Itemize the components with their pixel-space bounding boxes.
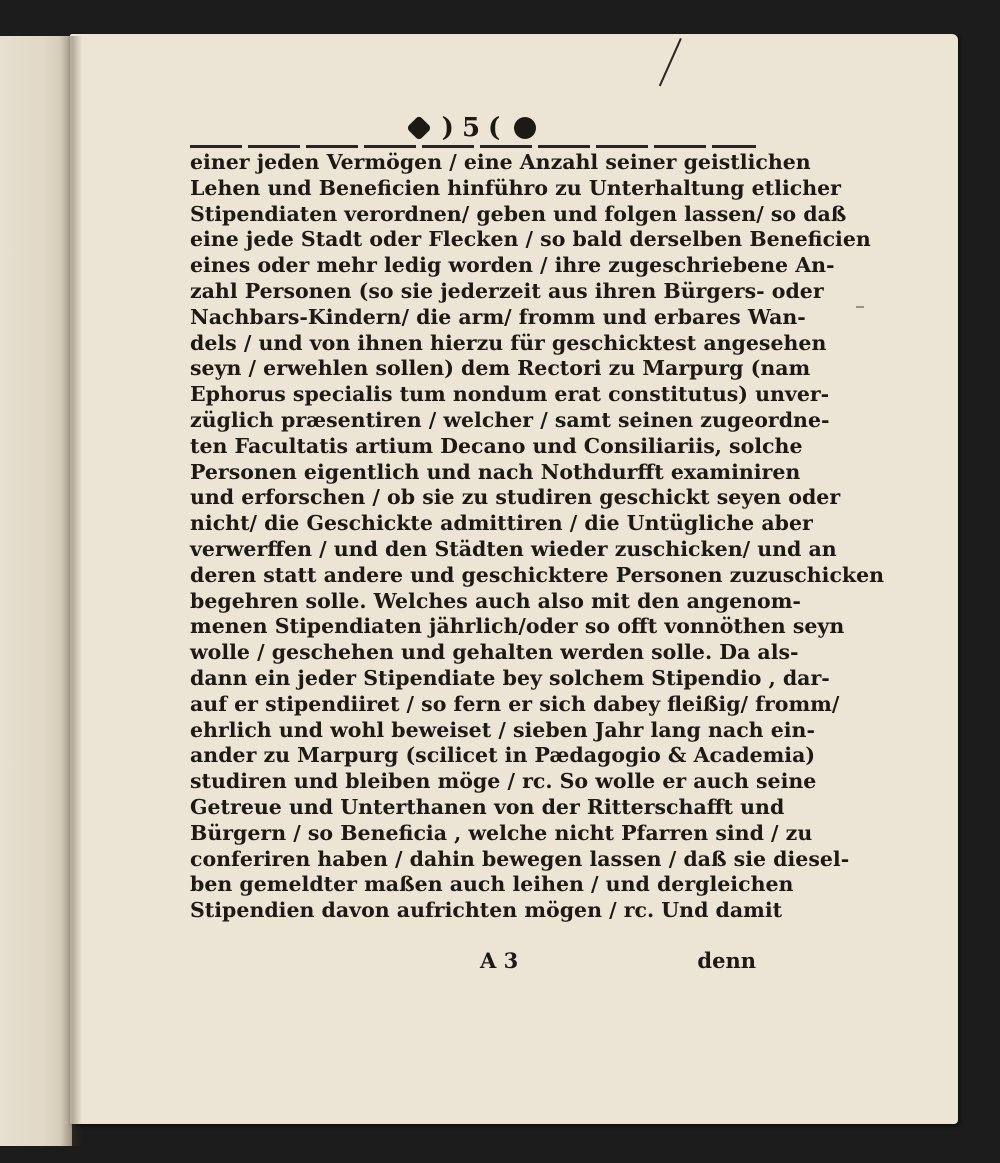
catchword: denn: [697, 948, 756, 973]
text-line: einer jeden Vermögen / eine Anzahl seiner geistlichen: [190, 150, 811, 174]
signature-mark: A 3: [480, 948, 519, 973]
text-line: Stipendiaten verordnen/ geben und folgen lassen/ so daß: [190, 201, 847, 226]
body-text: [190, 150, 885, 924]
text-line: Personen eigentlich und nach Nothdurfft examiniren: [190, 459, 801, 484]
text-line: nicht/ die Geschickte admittiren / die Untügliche aber: [190, 511, 813, 536]
text-line: Stipendien davon aufrichten mögen / rc. Und damit: [190, 898, 783, 923]
text-line: Getreue und Unterthanen von der Ritterschafft und: [190, 794, 785, 819]
text-line: conferiren haben / dahin bewegen lassen / daß sie diesel-: [190, 846, 850, 871]
header-rule: [190, 145, 756, 148]
text-line: ten Facultatis artium Decano und Consiliariis, solche: [190, 433, 803, 458]
text-line: Nachbars-Kindern/ die arm/ fromm und erbares Wan-: [190, 304, 806, 329]
text-line: menen Stipendiaten jährlich/oder so offt vonnöthen seyn: [190, 614, 845, 639]
header-right-paren: (: [488, 113, 501, 143]
page-number: 5: [461, 113, 481, 143]
page-header: [190, 112, 756, 144]
text-line: Bürgern / so Beneficia , welche nicht Pfarren sind / zu: [190, 820, 813, 845]
text-line: deren statt andere und geschicktere Personen zuzuschicken: [190, 562, 885, 587]
text-line: züglich præsentiren / welcher / samt seinen zugeordne-: [190, 407, 830, 432]
text-line: verwerffen / und den Städten wieder zuschicken/ und an: [190, 536, 837, 561]
text-line: ehrlich und wohl beweiset / sieben Jahr lang nach ein-: [190, 717, 815, 742]
ornament-left-icon: [406, 115, 431, 140]
text-line: studiren und bleiben möge / rc. So wolle er auch seine: [190, 769, 817, 794]
text-line: begehren solle. Welches auch also mit den angenom-: [190, 588, 801, 613]
text-line: Ephorus specialis tum nondum erat constitutus) unver-: [190, 382, 830, 407]
text-line: eines oder mehr ledig worden / ihre zugeschriebene An-: [190, 253, 835, 278]
text-line: seyn / erwehlen sollen) dem Rectori zu Marpurg (nam: [190, 356, 811, 381]
text-line: dels / und von ihnen hierzu für geschicktest angesehen: [190, 330, 827, 355]
text-line: wolle / geschehen und gehalten werden solle. Da als-: [190, 640, 799, 665]
page-footer: [190, 948, 756, 976]
text-line: und erforschen / ob sie zu studiren geschickt seyen oder: [190, 485, 841, 510]
text-line: ander zu Marpurg (scilicet in Pædagogio & Academia): [190, 743, 816, 768]
page-gutter: [60, 36, 82, 1146]
page-speck: [856, 306, 864, 308]
text-line: dann ein jeder Stipendiate bey solchem Stipendio , dar-: [190, 665, 830, 690]
text-line: Lehen und Beneficien hinführo zu Unterhaltung etlicher: [190, 175, 841, 200]
text-line: auf er stipendiiret / so fern er sich dabey fleißig/ fromm/: [190, 691, 840, 716]
text-line: ben gemeldter maßen auch leihen / und dergleichen: [190, 872, 794, 897]
ornament-right-icon: [514, 117, 536, 139]
header-left-paren: ): [441, 113, 454, 143]
text-line: zahl Personen (so sie jederzeit aus ihren Bürgers- oder: [190, 278, 824, 303]
text-line: eine jede Stadt oder Flecken / so bald derselben Beneficien: [190, 227, 871, 252]
